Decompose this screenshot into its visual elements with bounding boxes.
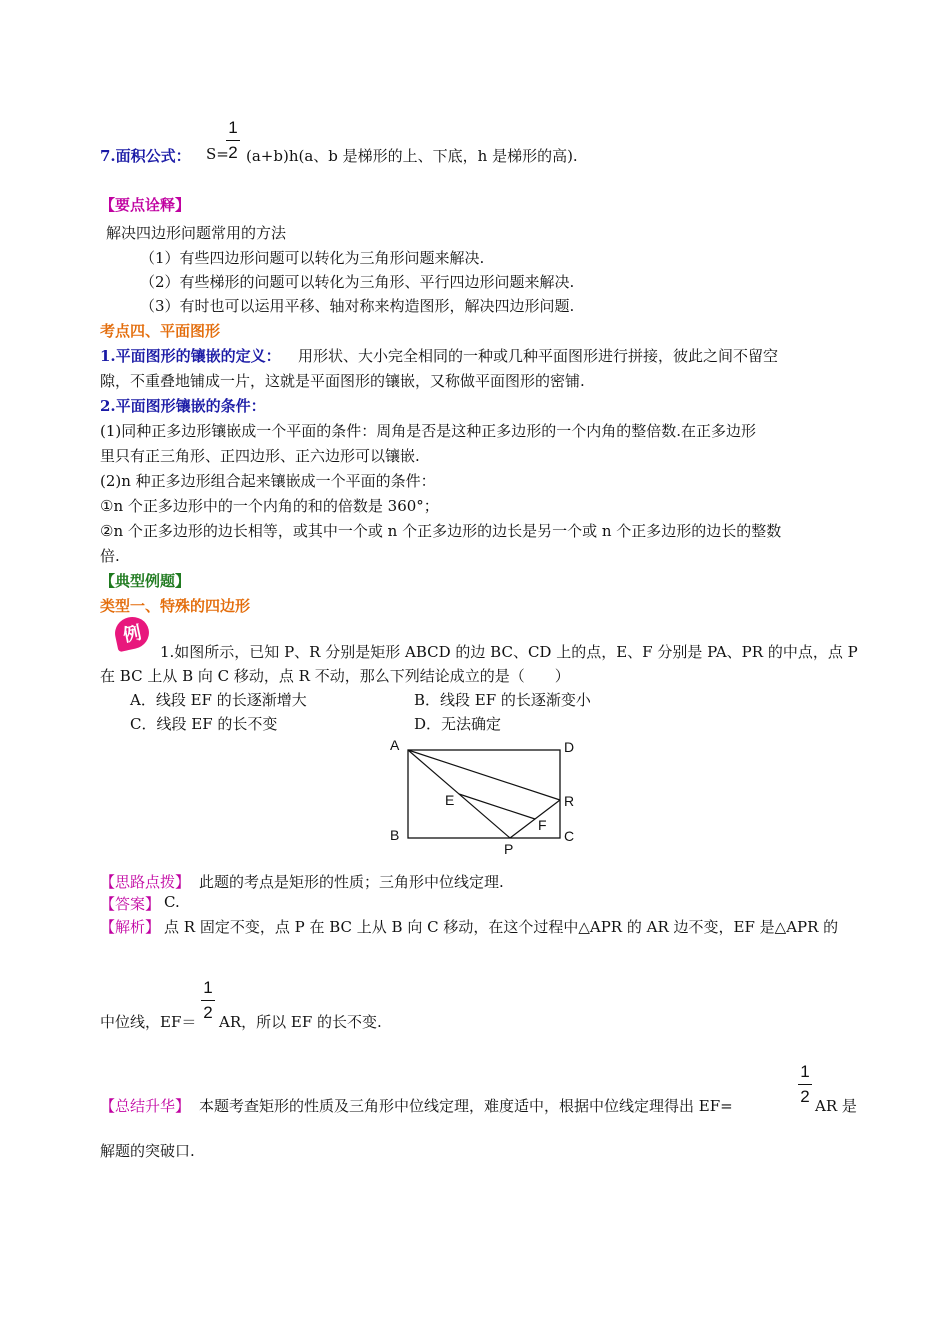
label-b: B <box>390 827 400 843</box>
analysis-label: 【解析】 <box>100 918 161 936</box>
label-f: F <box>538 817 547 833</box>
summary-line-1-post: AR 是 <box>815 1097 857 1115</box>
condition-line-1: (1)同种正多边形镶嵌成一个平面的条件：周角是否是这种正多边形的一个内角的整倍数.在正多边形 <box>100 422 757 440</box>
formula7-rest: (a+b)h(a、b 是梯形的上、下底，h 是梯形的高). <box>246 147 578 165</box>
analysis-line-2-pre: 中位线，EF＝ <box>100 1013 197 1031</box>
option-a: A．线段 EF 的长逐渐增大 <box>130 691 307 709</box>
analysis-line-1: 点 R 固定不变，点 P 在 BC 上从 B 向 C 移动，在这个过程中△APR 的 AR 边不变，EF 是△APR 的 <box>164 918 839 936</box>
option-b: B．线段 EF 的长逐渐变小 <box>414 691 591 709</box>
answer-label: 【答案】 <box>100 895 161 913</box>
section4-heading: 考点四、平面图形 <box>100 322 221 340</box>
question-line-1: 1.如图所示，已知 P、R 分别是矩形 ABCD 的边 BC、CD 上的点，E、F 分别是 PA、PR 的中点，点 P <box>160 643 858 661</box>
keypoints-item-3: （3）有时也可以运用平移、轴对称来构造图形，解决四边形问题. <box>140 297 575 315</box>
examples-heading: 【典型例题】 <box>100 572 191 590</box>
analysis-fraction <box>201 978 215 1023</box>
fraction-bar <box>226 140 240 141</box>
hint-label: 【思路点拨】 <box>100 873 191 891</box>
tessellation-definition-label: 1.平面图形的镶嵌的定义： <box>100 347 281 365</box>
keypoints-intro: 解决四边形问题常用的方法 <box>106 224 287 242</box>
fraction-numerator: 1 <box>228 118 238 137</box>
type1-heading: 类型一、特殊的四边形 <box>100 597 251 615</box>
condition-line-4: ①n 个正多边形中的一个内角的和的倍数是 360°； <box>100 497 439 515</box>
label-d: D <box>564 739 575 755</box>
condition-line-5: ②n 个正多边形的边长相等，或其中一个或 n 个正多边形的边长是另一个或 n 个正多边形的边长的整数 <box>100 522 782 540</box>
segment-ef <box>459 794 535 819</box>
summary-line-2: 解题的突破口. <box>100 1142 195 1160</box>
keypoints-item-2: （2）有些梯形的问题可以转化为三角形、平行四边形问题来解决. <box>140 273 575 291</box>
example-badge-icon: 例 <box>112 614 152 652</box>
rectangle-figure <box>380 732 590 857</box>
summary-label: 【总结升华】 <box>100 1097 191 1115</box>
fraction-denominator: 2 <box>228 143 238 162</box>
condition-line-6: 倍. <box>100 547 120 565</box>
formula7-label: 7.面积公式： <box>100 147 191 165</box>
formula7-fraction <box>226 118 240 163</box>
fraction-numerator: 1 <box>800 1062 810 1081</box>
fraction-denominator: 2 <box>203 1003 213 1022</box>
condition-line-3: (2)n 种正多边形组合起来镶嵌成一个平面的条件： <box>100 472 436 490</box>
fraction-bar <box>201 1000 215 1001</box>
label-r: R <box>564 793 575 809</box>
label-a: A <box>390 737 400 753</box>
fraction-numerator: 1 <box>203 978 213 997</box>
keypoints-item-1: （1）有些四边形问题可以转化为三角形问题来解决. <box>140 249 485 267</box>
label-p: P <box>504 841 514 857</box>
condition-line-2: 里只有正三角形、正四边形、正六边形可以镶嵌. <box>100 447 420 465</box>
tessellation-definition-text-2: 隙，不重叠地铺成一片，这就是平面图形的镶嵌，又称做平面图形的密铺. <box>100 372 585 390</box>
label-e: E <box>445 792 455 808</box>
option-d: D．无法确定 <box>414 715 502 733</box>
label-c: C <box>564 828 575 844</box>
keypoints-heading: 【要点诠释】 <box>100 196 191 214</box>
analysis-line-2-post: AR，所以 EF 的长不变. <box>219 1013 382 1031</box>
formula7-s-prefix: S= <box>206 145 229 163</box>
summary-line-1-pre: 本题考查矩形的性质及三角形中位线定理，难度适中，根据中位线定理得出 EF= <box>199 1097 733 1115</box>
answer-text: C. <box>164 893 180 911</box>
segment-ar <box>408 750 560 800</box>
fraction-denominator: 2 <box>800 1087 810 1106</box>
question-line-2: 在 BC 上从 B 向 C 移动，点 R 不动，那么下列结论成立的是（ ） <box>100 667 570 685</box>
tessellation-definition-text-1: 用形状、大小完全相同的一种或几种平面图形进行拼接，彼此之间不留空 <box>298 347 779 365</box>
hint-text: 此题的考点是矩形的性质；三角形中位线定理. <box>199 873 504 891</box>
tessellation-condition-label: 2.平面图形镶嵌的条件： <box>100 397 266 415</box>
option-c: C．线段 EF 的长不变 <box>130 715 278 733</box>
fraction-bar <box>798 1084 812 1085</box>
summary-fraction <box>798 1062 812 1107</box>
